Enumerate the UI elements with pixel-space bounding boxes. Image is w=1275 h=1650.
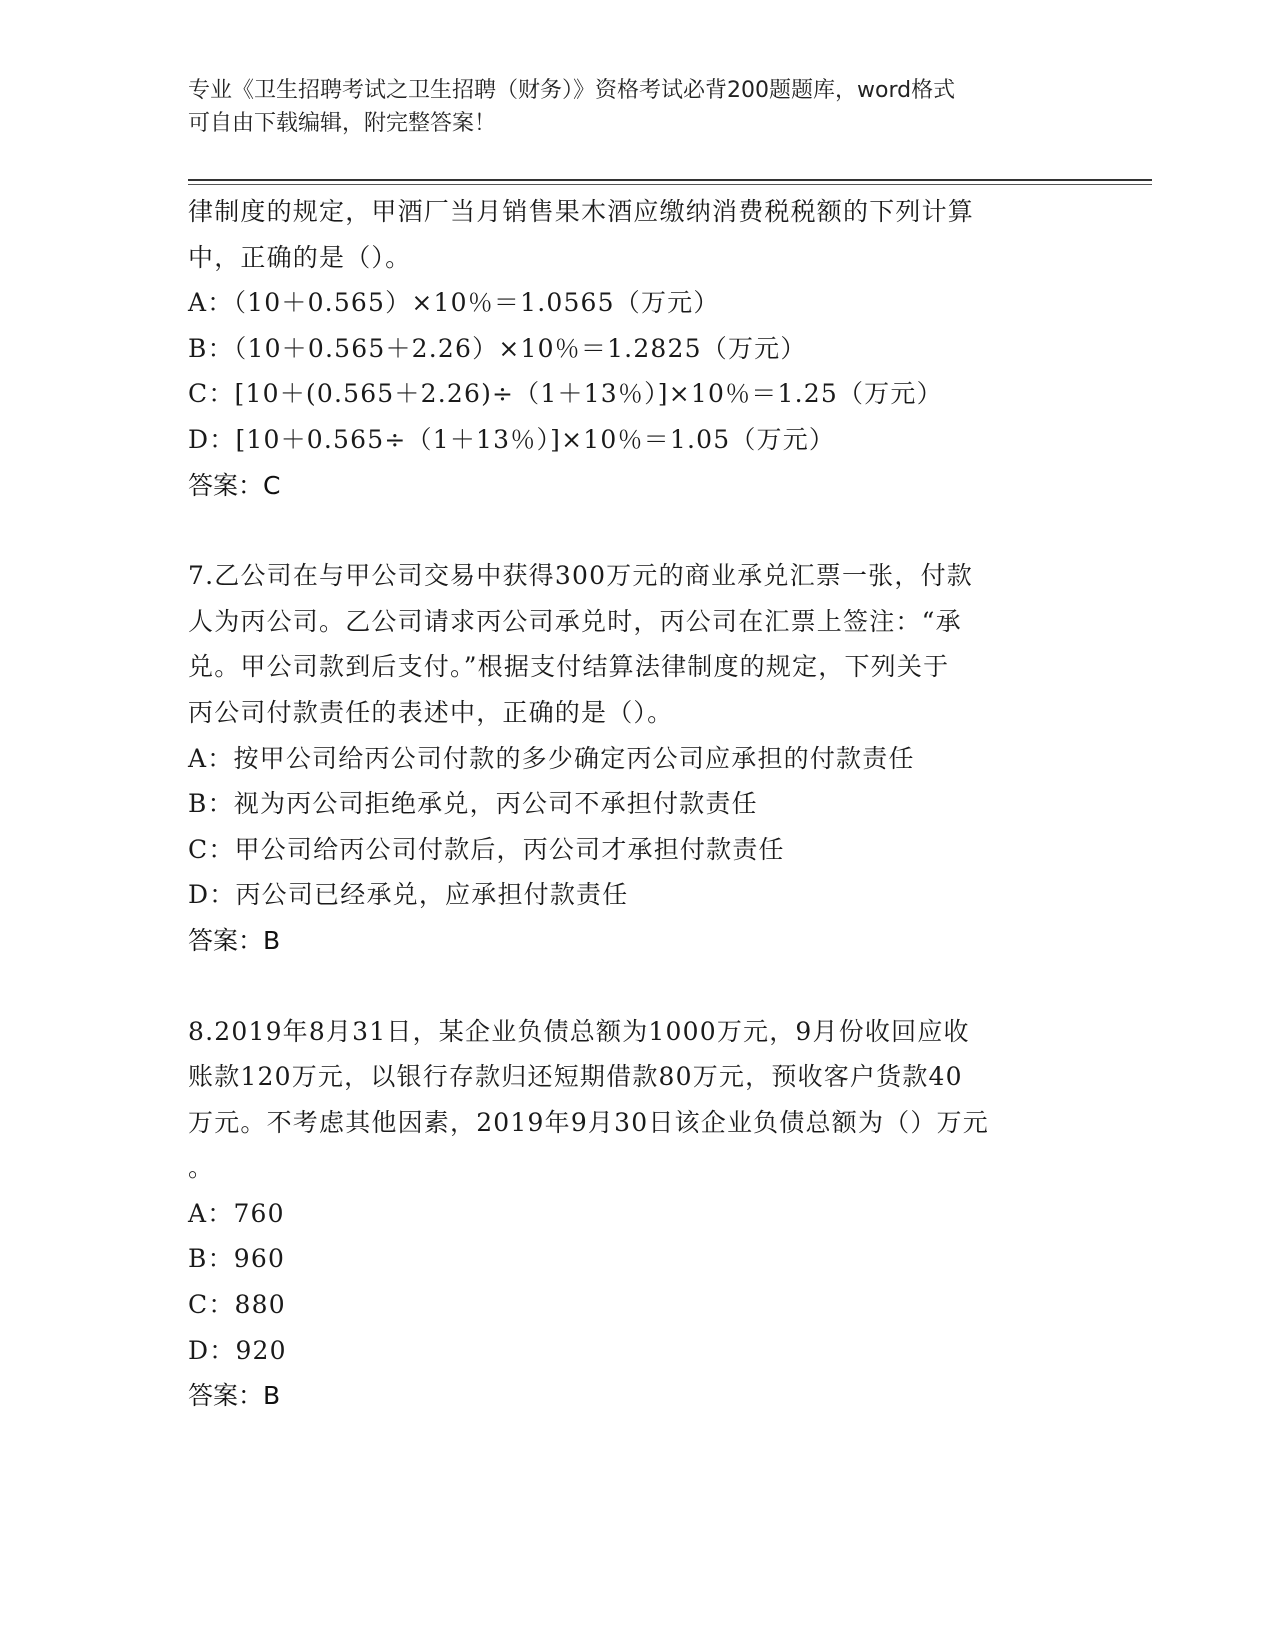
question-7-option-c: C：甲公司给丙公司付款后，丙公司才承担付款责任 [188,834,785,864]
document-body [188,189,1088,1419]
question-7-option-b: B：视为丙公司拒绝承兑，丙公司不承担付款责任 [188,789,758,819]
question-8-option-a: A：760 [188,1198,285,1228]
question-8-stem-line-1: 8.2019年8月31日，某企业负债总额为1000万元，9月份收回应收 [188,1016,970,1046]
question-8-answer: 答案：B [188,1381,281,1411]
question-6-option-c: C：[10＋(0.565＋2.26)÷（1＋13％）]×10％＝1.25（万元） [188,379,943,409]
question-8-stem-line-3: 万元。不考虑其他因素，2019年9月30日该企业负债总额为（）万元 [188,1107,989,1137]
question-spacer [188,964,1088,1009]
question-6-option-d: D：[10＋0.565÷（1＋13％）]×10％＝1.05（万元） [188,424,836,454]
question-7-answer: 答案：B [188,925,281,955]
question-8 [188,1009,1088,1419]
question-8-option-c: C：880 [188,1290,286,1320]
question-6-stem-line-1: 律制度的规定，甲酒厂当月销售果木酒应缴纳消费税税额的下列计算 [188,197,975,226]
header-title-line-1: 专业《卫生招聘考试之卫生招聘（财务）》资格考试必背200题题库，word格式 [188,78,956,103]
question-7-option-a: A：按甲公司给丙公司付款的多少确定丙公司应承担的付款责任 [188,743,915,773]
header-divider-thin [188,184,1152,185]
question-6-option-a: A：（10＋0.565）×10％＝1.0565（万元） [188,288,720,318]
question-8-stem-line-2: 账款120万元，以银行存款归还短期借款80万元，预收客户货款40 [188,1062,963,1092]
question-8-option-b: B：960 [188,1244,286,1274]
header-divider-thick [188,179,1152,181]
question-spacer [188,508,1088,553]
question-7-stem-line-4: 丙公司付款责任的表述中，正确的是（）。 [188,697,674,727]
question-7-stem-line-2: 人为丙公司。乙公司请求丙公司承兑时，丙公司在汇票上签注：“承 [188,606,962,636]
question-8-stem-line-4: 。 [188,1153,215,1183]
question-6-stem-line-2: 中，正确的是（）。 [188,242,412,272]
question-6 [188,189,1088,508]
question-7-stem-line-3: 兑。甲公司款到后支付。”根据支付结算法律制度的规定，下列关于 [188,652,950,682]
question-6-answer: 答案：C [188,470,281,500]
question-8-option-d: D：920 [188,1335,287,1365]
question-7-stem-line-1: 7.乙公司在与甲公司交易中获得300万元的商业承兑汇票一张，付款 [188,561,973,591]
question-7 [188,553,1088,963]
document-header [188,74,1088,140]
question-6-option-b: B：（10＋0.565＋2.26）×10％＝1.2825（万元） [188,333,807,363]
header-title-line-2: 可自由下载编辑，附完整答案！ [188,111,497,136]
question-7-option-d: D：丙公司已经承兑，应承担付款责任 [188,880,629,910]
